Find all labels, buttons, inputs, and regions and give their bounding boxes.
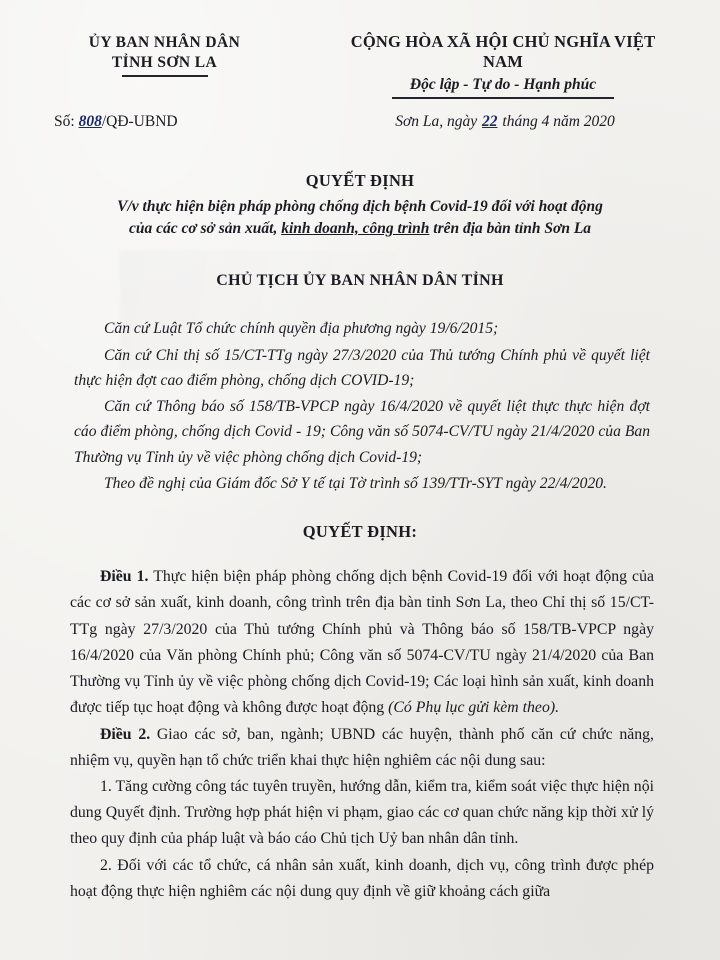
issuing-authority-line2: TỈNH SƠN LA (111, 54, 218, 71)
document-subtitle (44, 196, 676, 241)
document-number-value: 808 (78, 112, 102, 130)
national-heading-block (338, 26, 668, 99)
preamble-paragraph: Theo đề nghị của Giám đốc Sở Y tế tại Tờ trình số 139/TTr-SYT ngày 22/4/2020. (104, 474, 607, 492)
preamble-paragraph: Căn cứ Luật Tổ chức chính quyền địa phương ngày 19/6/2015; (104, 320, 499, 338)
article-1 (70, 564, 654, 721)
issuing-authority-block (52, 26, 277, 77)
document-body (44, 564, 676, 905)
article-1-note: (Có Phụ lục gửi kèm theo). (388, 699, 560, 717)
document-header (44, 26, 676, 99)
national-title: CỘNG HÒA XÃ HỘI CHỦ NGHĨA VIỆT NAM (350, 32, 656, 71)
article-2-text: Giao các sở, ban, ngành; UBND các huyện, thành phố căn cứ chức năng, nhiệm vụ, quyền hạn tổ chức triển khai thực hiện nghiêm các nội dung sau: (70, 725, 654, 769)
document-number-prefix: Số: (54, 112, 75, 130)
date-year-value: 2020 (583, 112, 615, 130)
document-number (54, 113, 178, 131)
clause-2: 2. Đối với các tổ chức, cá nhân sản xuất, kinh doanh, dịch vụ, công trình được phép hoạt động thực hiện nghiêm các nội dung quy định về giữ khoảng cách giữa (70, 856, 654, 900)
place-date-prefix: Sơn La, ngày (395, 112, 478, 130)
issuing-authority-line1: ỦY BAN NHÂN DÂN (88, 34, 241, 51)
date-day-value: 22 (482, 112, 498, 130)
article-2-label: Điều 2. (100, 725, 151, 743)
place-date-middle: tháng 4 năm (502, 112, 580, 130)
article-1-text: Thực hiện biện pháp phòng chống dịch bệnh Covid-19 đối với hoạt động của các cơ sở sản xuất, kinh doanh, công trình trên địa bàn tỉnh Sơn La, theo Chỉ thị số 15/CT-TTg ngày 27/3/2020 của Thủ tướng Chính phủ và Thông báo số 158/TB-VPCP ngày 16/4/2020 của Văn phòng Chính phủ; Công văn số 5074-CV/TU ngày 21/4/2020 của Ban Thường vụ Tỉnh ủy về việc phòng chống dịch Covid-19; Các loại hình sản xuất, kinh doanh được tiếp tục hoạt động và không được hoạt động (70, 568, 654, 717)
document-title: QUYẾT ĐỊNH (305, 170, 415, 190)
document-number-suffix: /QĐ-UBND (101, 112, 178, 130)
document-meta-line (44, 99, 676, 131)
preamble-paragraph: Căn cứ Thông báo số 158/TB-VPCP ngày 16/4/2020 về quyết liệt thực thực hiện đợt cáo điểm phòng, chống dịch Covid - 19; Công văn số 5074-CV/TU ngày 21/4/2020 của Ban Thường vụ Tỉnh ủy về việc phòng chống dịch Covid-19; (74, 398, 650, 466)
title-block (44, 171, 676, 241)
place-and-date (340, 113, 670, 131)
national-motto-underline (392, 97, 614, 99)
document-subtitle-line1: V/v thực hiện biện pháp phòng chống dịch bệnh Covid-19 đối với hoạt động (117, 197, 603, 215)
preamble-paragraph: Căn cứ Chỉ thị số 15/CT-TTg ngày 27/3/2020 của Thủ tướng Chính phủ về quyết liệt thực hiện đợt cao điểm phòng, chống dịch COVID-19; (74, 346, 650, 389)
document-subtitle-line2-a: của các cơ sở sản xuất, (128, 219, 282, 237)
article-1-label: Điều 1. (100, 568, 149, 586)
article-2 (70, 722, 654, 774)
preamble-block (44, 316, 676, 496)
clause-1: 1. Tăng cường công tác tuyên truyền, hướng dẫn, kiểm tra, kiểm soát việc thực hiện nội dung Quyết định. Trường hợp phát hiện vi phạm, giao các cơ quan chức năng kịp thời xử lý theo quy định của pháp luật và báo cáo Chủ tịch Uỷ ban nhân dân tỉnh. (70, 777, 654, 848)
document-subtitle-line2-underlined: kinh doanh, công trình (281, 219, 430, 237)
document-subtitle-line2-c: trên địa bàn tỉnh Sơn La (429, 219, 592, 237)
signing-authority-heading: CHỦ TỊCH ỦY BAN NHÂN DÂN TỈNH (216, 272, 504, 290)
issuing-authority-underline (122, 75, 208, 77)
decision-keyword: QUYẾT ĐỊNH: (302, 522, 418, 542)
national-motto: Độc lập - Tự do - Hạnh phúc (409, 76, 597, 93)
